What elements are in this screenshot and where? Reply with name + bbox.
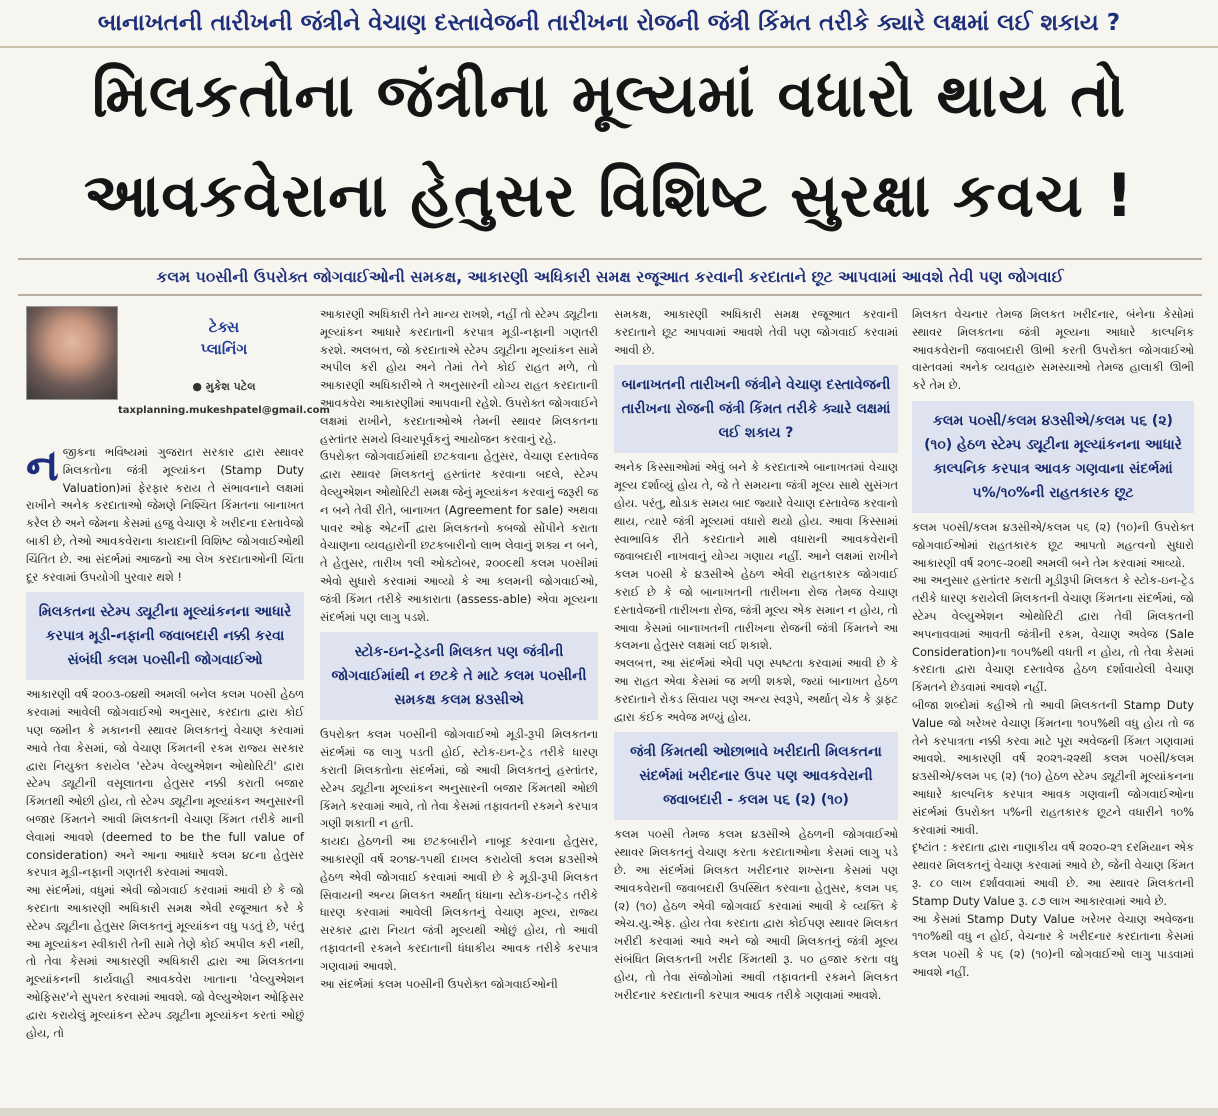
drop-cap: ન [26,440,59,491]
subhead-50c: મિલકતના સ્ટેમ્પ ડ્યૂટીના મૂલ્યાંકનના આધારે કરપાત્ર મૂડી-નફાની જવાબદારી નક્કી કરવા સંબંધી કલમ ૫૦સીની જોગવાઈઓ [26,592,304,680]
paragraph: આ કેસમાં Stamp Duty Value ખરેખર વેચાણ અવેજના ૧૧૦%થી વધુ ન હોઈ, વેચનાર કે ખરીદનાર કરદાતાના કેસમાં કલમ ૫૦સી કે ૫૬ (૨) (૧૦)ની જોગવાઈઓ લાગુ પાડવામાં આવશે નહીં. [912,911,1194,979]
paragraph: દૃષ્ટાંત : કરદાતા દ્વારા નાણાકીય વર્ષ ૨૦૨૦-૨૧ દરમિયાન એક સ્થાવર મિલકતનું વેચાણ કરવામાં આવે છે, જેની વેચાણ કિંમત રૂ. ૮૦ લાખ દર્શાવવામાં આવી છે. આ સ્થાવર મિલકતની Stamp Duty Value રૂ. ૮૭ લાખ આકારવામાં આવે છે. [912,840,1194,908]
column-title-box [118,306,330,434]
author-block [26,306,330,434]
subhead-56-2-10: જંત્રી કિંમતથી ઓછાભાવે ખરીદાતી મિલકતના સંદર્ભમાં ખરીદનાર ઉપર પણ આવકવેરાની જવાબદારી - કલમ ૫૬ (૨) (૧૦) [614,732,898,820]
column-1 [22,306,330,1106]
paragraph: મિલકત વેચનાર તેમજ મિલકત ખરીદનાર, બંનેના કેસોમાં સ્થાવર મિલકતના જંત્રી મૂલ્યના આધારે કાલ્પનિક આવકવેરાની જવાબદારી ઊભી કરતી ઉપરોક્ત જોગવાઈઓ વાસ્તવમાં અનેક વ્યવહારુ સમસ્યાઓ તેમજ હાલાકી ઊભી કરે તેમ છે. [912,307,1194,393]
column-3 [610,306,902,1106]
paragraph: કલમ ૫૦સી તેમજ કલમ ૪૩સીએ હેઠળની જોગવાઈઓ સ્થાવર મિલકતનું વેચાણ કરતા કરદાતાઓના કેસમાં લાગુ પડે છે. આ સંદર્ભમાં મિલકત ખરીદનાર શખ્સના કેસમાં પણ આવકવેરાની જવાબદારી ઉપસ્થિત કરવાના હેતુસર, કલમ ૫૬ (૨) (૧૦) હેઠળ એવી જોગવાઈ કરવામાં આવી કે વ્યક્તિ કે એચ.યુ.એફ. હોય તેવા કરદાતા દ્વારા કોઈપણ સ્થાવર મિલકત ખરીદી કરવામાં આવે અને જો આવી મિલકતનું જંત્રી મૂલ્ય સંબંધિત મિલકતની ખરીદ કિંમતથી રૂ. ૫૦ હજાર કરતા વધુ હોય, તો તેવા સંજોગોમાં આવી તફાવતની રકમને મિલકત ખરીદનાર કરદાતાની કરપાત્ર આવક તરીકે ગણવામાં આવશે. [614,827,898,1002]
author-email: taxplanning.mukeshpatel@gmail.com [118,404,330,416]
paragraph: ઉપરોક્ત કલમ ૫૦સીની જોગવાઈઓ મૂડી-રૂપી મિલકતના સંદર્ભમાં જ લાગુ પડતી હોઈ, સ્ટોક-ઇન-ટ્રેડ તરીકે ધારણ કરાતી મિલકતોના સંદર્ભમાં, જો આવી મિલકતનું હસ્તાંતર, સ્ટેમ્પ ડ્યૂટીના મૂલ્યાંકન અનુસારની બજાર કિંમતથી ઓછી કિંમતે કરવામાં આવે, તો તેવા કેસમાં તફાવતની રકમને કરપાત્ર ગણી શકાતી ન હતી. [320,727,598,831]
paragraph: આકારણી અધિકારી તેને માન્ય રાખશે, નહીં તો સ્ટેમ્પ ડ્યૂટીના મૂલ્યાંકન આધારે કરદાતાની કરપાત્ર મૂડી-નફાની ગણતરી કરશે. અલબત્ત, જો કરદાતાએ સ્ટેમ્પ ડ્યૂટીના મૂલ્યાંકન સામે અપીલ કરી હોય અને તેમાં તેને કોઈ રાહત મળે, તો આકારણી અધિકારીએ તે અનુસારની યોગ્ય રાહત કરદાતાની આવકવેરા આકારણીમાં આપવાની રહેશે. ઉપરોક્ત જોગવાઈને લક્ષમાં રાખીને, કરદાતાઓએ તેમની સ્થાવર મિલકતના હસ્તાંતર સમયે વિચારપૂર્વકનું આયોજન કરવાનું રહે. [320,307,598,446]
column-4 [908,306,1198,1106]
paragraph: ઉપરોક્ત જોગવાઈમાંથી છટકવાના હેતુસર, વેચાણ દસ્તાવેજ દ્વારા સ્થાવર મિલકતનું હસ્તાંતર કરવાના બદલે, સ્ટેમ્પ વેલ્યુએશન ઓથોરિટી સમક્ષ જેનું મૂલ્યાંકન કરવાનું જરૂરી જ ન બને તેવી રીતે, બાનાખત (Agreement for sale) અથવા પાવર ઓફ એટર્ની દ્વારા મિલકતનો કબજો સોંપીને કરાતા વેચાણના વ્યવહારોની છટકબારીનો લાભ લેવાનું શક્ય ન બને, તે હેતુસર, તારીખ ૧લી ઓક્ટોબર, ૨૦૦૯થી કલમ ૫૦સીમાં એવો સુધારો કરવામાં આવ્યો કે આ કલમની જોગવાઈઓ, જંત્રી કિંમત તરીકે આકારાતા (assess-able) એવા મૂલ્યના સંદર્ભમાં પણ લાગુ પડશે. [320,449,598,624]
paragraph: સમકક્ષ, આકારણી અધિકારી સમક્ષ રજૂઆત કરવાની કરદાતાને છૂટ આપવામાં આવશે તેવી પણ જોગવાઈ કરવામાં આવી છે. [614,307,898,357]
column-2 [316,306,602,1106]
deck-subtitle: કલમ ૫૦સીની ઉપરોક્ત જોગવાઈઓની સમકક્ષ, આકારણી અધિકારી સમક્ષ રજૂઆત કરવાની કરદાતાને છૂટ આપવામાં આવશે તેવી પણ જોગવાઈ [18,258,1202,296]
paragraph: આ સંદર્ભમાં કલમ ૫૦સીની ઉપરોક્ત જોગવાઈઓની [320,976,558,991]
intro-paragraph [26,440,304,586]
paragraph: બીજા શબ્દોમાં કહીએ તો આવી મિલકતની Stamp Duty Value જો ખરેખર વેચાણ કિંમતના ૧૦૫%થી વધુ હોય તો જ તેને કરપાત્રતા નક્કી કરવા માટે પૂરા અવેજની કિંમત ગણવામાં આવશે. આકારણી વર્ષ ૨૦૨૧-૨૨થી કલમ ૫૦સી/કલમ ૪૩સીએ/કલમ ૫૬ (૨) (૧૦) હેઠળ સ્ટેમ્પ ડ્યૂટીની મૂલ્યાંકનના આધારે કાલ્પનિક કરપાત્ર આવક ગણવાની જોગવાઈઓના સંદર્ભમાં ઉપરોક્ત ૫%ની રાહતકારક છૂટને વધારીને ૧૦% કરવામાં આવી. [912,697,1194,837]
paragraph: અલબત્ત, આ સંદર્ભમાં એવી પણ સ્પષ્ટતા કરવામાં આવી છે કે આ રાહત એવા કેસમાં જ મળી શકશે, જ્યાં બાનાખત હેઠળ કરદાતાને રોકડ સિવાય પણ અન્ય સ્વરૂપે, અર્થાત્ ચેક કે ડ્રાફ્ટ દ્વારા કંઈક અવેજ મળ્યું હોય. [614,656,898,724]
paragraph: અનેક કિસ્સાઓમાં એવું બને કે કરદાતાએ બાનાખતમાં વેચાણ મૂલ્ય દર્શાવ્યું હોય તે, જે તે સમયના જંત્રી મૂલ્ય સાથે સુસંગત હોય. પરંતુ, થોડાક સમય બાદ જ્યારે વેચાણ દસ્તાવેજ કરવાનો થાય, ત્યારે જંત્રી મૂલ્યમાં વધારો થયો હોય. આવા કિસ્સામાં સ્વાભાવિક રીતે કરદાતાને માથે વધારાની આવકવેરાની જવાબદારી નાખવાનું યોગ્ય ગણાય નહીં. આને લક્ષમાં રાખીને કલમ ૫૦સી કે ૪૩સીએ હેઠળ એવી રાહતકારક જોગવાઈ કરાઈ છે કે જો બાનાખતની તારીખના રોજ તેમજ વેચાણ દસ્તાવેજની તારીખના રોજ, જંત્રી મૂલ્ય એક સમાન ન હોય, તો આવા કેસમાં બાનાખતની તારીખના રોજની જંત્રી કિંમતને આ કલમના હેતુસર લક્ષમાં લઈ શકાશે. [614,460,898,653]
subhead-43ca: સ્ટોક-ઇન-ટ્રેડની મિલકત પણ જંત્રીની જોગવાઈમાંથી ન છટકે તે માટે કલમ ૫૦સીની સમકક્ષ કલમ ૪૩સીએ [320,632,598,720]
subhead-banakhat: બાનાખતની તારીખની જંત્રીને વેચાણ દસ્તાવેજની તારીખના રોજની જંત્રી કિંમત તરીકે ક્યારે લક્ષમાં લઈ શકાય ? [614,365,898,453]
bottom-rule [0,1108,1218,1116]
paragraph: આ સંદર્ભમાં, વધુમાં એવી જોગવાઈ કરવામાં આવી છે કે જો કરદાતા આકારણી અધિકારી સમક્ષ એવી રજૂઆત કરે કે સ્ટેમ્પ ડ્યૂટીના હેતુસર મિલકતનું મૂલ્યાંકન વધુ પડતું છે, પરંતુ આ મૂલ્યાંકન સ્વીકારી તેની સામે તેણે કોઈ અપીલ કરી નથી, તો તેવા કેસમાં આકારણી અધિકારી દ્વારા આ મિલકતના મૂલ્યાંકનની કાર્યવાહી આવકવેરા ખાતાના 'વેલ્યુએશન ઓફિસર'ને સુપરત કરવામાં આવશે. જો વેલ્યુએશન ઓફિસર દ્વારા કરાયેલું મૂલ્યાંકન સ્ટેમ્પ ડ્યૂટીના મૂલ્યાંકન કરતાં ઓછું હોય, તો [26,883,304,1040]
author-photo [26,306,118,400]
paragraph: આકારણી વર્ષ ૨૦૦૩-૦૪થી અમલી બનેલ કલમ ૫૦સી હેઠળ કરવામાં આવેલી જોગવાઈઓ અનુસાર, કરદાતા દ્વારા કોઈ પણ જમીન કે મકાનની સ્થાવર મિલકતનું વેચાણ કરવામાં આવે તેવા કેસમાં, જો વેચાણ કિંમતની રકમ રાજ્ય સરકાર દ્વારા નિયુક્ત કરાયેલ 'સ્ટેમ્પ વેલ્યુએશન ઓથોરિટી' દ્વારા સ્ટેમ્પ ડ્યૂટીની વસૂલાતના હેતુસર નક્કી કરાતી બજાર કિંમતથી ઓછી હોય, તો સ્ટેમ્પ ડ્યૂટીના મૂલ્યાંકન અનુસારની બજાર કિંમતને આવી મિલકતની વેચાણ કિંમત તરીકે માની લેવામાં આવશે (deemed to be the full value of consideration) અને આના આધારે કલમ ૪૮ના હેતુસર કરપાત્ર મૂડી-નફાની ગણતરી કરવામાં આવશે. [26,687,304,880]
paragraph: કાયદા હેઠળની આ છટકબારીને નાબૂદ કરવાના હેતુસર, આકારણી વર્ષ ૨૦૧૪-૧૫થી દાખલ કરાયેલી કલમ ૪૩સીએ હેઠળ એવી જોગવાઈ કરવામાં આવી છે કે મૂડી-રૂપી મિલકત સિવાયની અન્ય મિલકત અર્થાત્ ધંધાના સ્ટોક-ઇન-ટ્રેડ તરીકે ધારણ કરવામાં આવેલી મિલકતનું વેચાણ મૂલ્ય, રાજ્ય સરકાર દ્વારા નિયત જંત્રી મૂલ્યથી ઓછું હોય, તો આવી તફાવતની રકમને કરદાતાની ધંધાકીય આવક તરીકે કરપાત્ર ગણવામાં આવશે. [320,834,598,973]
paragraph: કલમ ૫૦સી/કલમ ૪૩સીએ/કલમ ૫૬ (૨) (૧૦)ની ઉપરોક્ત જોગવાઈઓમાં રાહતકારક છૂટ આપતો મહત્વનો સુધારો આકારણી વર્ષ ૨૦૧૯-૨૦થી અમલી બને તેમ કરવામાં આવ્યો. [912,519,1194,570]
subhead-relief: કલમ ૫૦સી/કલમ ૪૩સીએ/કલમ ૫૬ (૨) (૧૦) હેઠળ સ્ટેમ્પ ડ્યૂટીના મૂલ્યાંકનના આધારે કાલ્પનિક કરપાત્ર આવક ગણવાના સંદર્ભમાં ૫%/૧૦%ની રાહતકારક છૂટ [912,401,1194,513]
kicker-headline: બાનાખતની તારીખની જંત્રીને વેચાણ દસ્તાવેજની તારીખના રોજની જંત્રી કિંમત તરીકે ક્યારે લક્ષમાં લઈ શકાય ? [0,0,1218,48]
headline-line-2: આવકવેરાના હેતુસર વિશિષ્ટ સુરક્ષા કવચ ! [83,161,1135,231]
author-name: ● મુકેશ પટેલ [192,380,256,393]
paragraph: આ અનુસાર હસ્તાંતર કરાતી મૂડીરૂપી મિલકત કે સ્ટોક-ઇન-ટ્રેડ તરીકે ધારણ કરાયેલી મિલકતની વેચાણ કિંમતના સંદર્ભમાં, જો સ્ટેમ્પ વેલ્યુએશન ઓથોરિટી દ્વારા તેવી મિલકતની અપનાવવામાં આવતી જંત્રીની રકમ, વેચાણ અવેજ (Sale Consideration)ના ૧૦૫%થી વધતી ન હોય, તો તેવા કેસમાં કરદાતા દ્વારા વેચાણ દસ્તાવેજ હેઠળ દર્શાવાયેલી વેચાણ કિંમતને છેડવામાં આવશે નહીં. [912,573,1194,695]
column-title-line-1: ટેક્સ [208,318,240,336]
intro-text: જીકના ભવિષ્યમાં ગુજરાત સરકાર દ્વારા સ્થાવર મિલકતોના જંત્રી મૂલ્યાંકન (Stamp Duty Valuation)માં ફેરફાર કરાય તે સંભાવનાને લક્ષમાં રાખીને અનેક કરદાતાઓ જેમણે નિશ્ચિત કિંમતના બાનાખત કરેલ છે અને જેમના કેસમાં હજુ વેચાણ કે ખરીદના દસ્તાવેજો બાકી છે, તેઓ આવકવેરાના કાયદાની વિશિષ્ટ જોગવાઈઓથી ચિંતિત છે. આ સંદર્ભમાં આજનો આ લેખ કરદાતાઓની ચિંતા દૂર કરવામાં ઉપયોગી પુરવાર થશે ! [26,445,304,584]
headline-line-1: મિલકતોના જંત્રીના મૂલ્યમાં વધારો થાય તો [92,61,1126,131]
column-title-line-2: પ્લાનિંગ [200,340,248,358]
